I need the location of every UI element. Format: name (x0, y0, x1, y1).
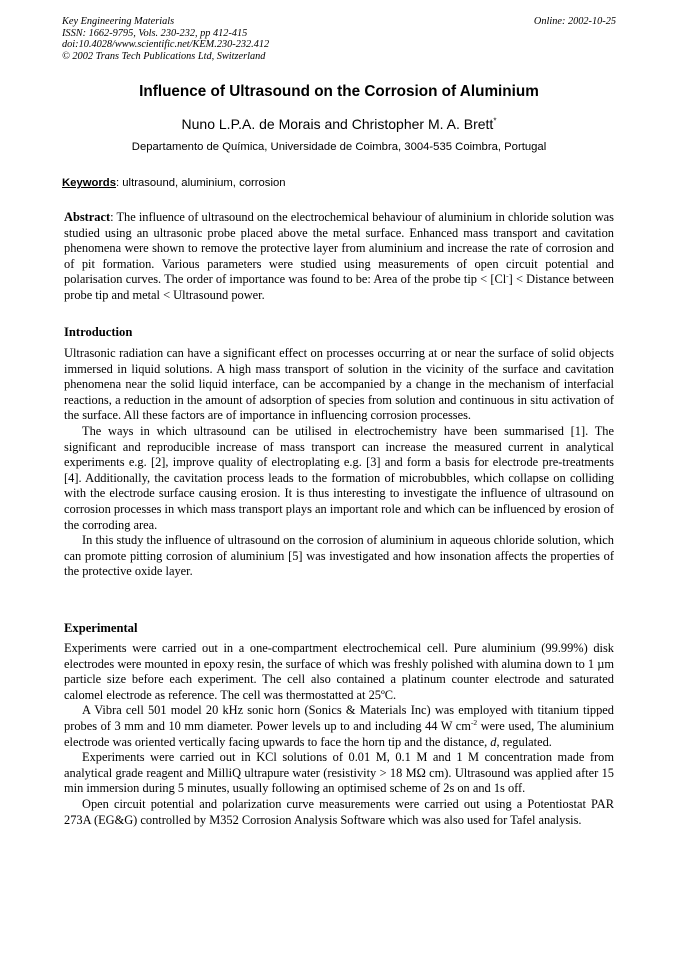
abstract (64, 210, 614, 304)
experimental-section (64, 641, 614, 828)
author-line (62, 115, 616, 133)
journal-header (62, 16, 616, 62)
authors: Nuno L.P.A. de Morais and Christopher M. A. Brett (181, 116, 494, 132)
online-date: Online: 2002-10-25 (533, 16, 616, 27)
keywords-line (62, 176, 616, 190)
exp-p2-var: d (490, 734, 497, 749)
exp-p2-b: were used, The aluminium electrode was oriented vertically facing upwards to face the horn tip and the distance, (64, 718, 614, 749)
copyright-line: © 2002 Trans Tech Publications Ltd, Switzerland (62, 50, 266, 62)
keywords-label: Keywords (62, 177, 116, 189)
corresponding-mark: * (493, 116, 497, 126)
paper-title: Influence of Ultrasound on the Corrosion of Aluminium (139, 83, 539, 100)
intro-paragraph-1: Ultrasonic radiation can have a significant effect on processes occurring at or near the surface of solid objects immersed in liquid solutions. A high mass transport of solution in the vicinity of the surface and cavitation phenomena near the solid liquid interface, can be accompanied by a change in the mechanism of interfacial reactions, a reduction in the amount of adsorption of species from solution and continuous in situ activation of the surface. All these factors are of importance in influencing corrosion processes. (64, 346, 614, 423)
abstract-text-a: : The influence of ultrasound on the electrochemical behaviour of aluminium in chloride solution was studied using an ultrasonic probe placed above the metal surface. Enhanced mass transport and cavitation phenomena were shown to remove the protective layer from aluminium and increase the rate of corrosion and of pit formation. Various parameters were studied using measurements of open circuit potential and polarisation curves. The order of importance was found to be: Area of the probe tip < [Cl (64, 210, 614, 287)
affiliation: Departamento de Química, Universidade de Coimbra, 3004-535 Coimbra, Portugal (131, 141, 547, 153)
intro-paragraph-2: The ways in which ultrasound can be utilised in electrochemistry have been summarised [1]. The significant and reproducible increase of mass transport can increase the measured current in analytical experiments e.g. [2], improve quality of electroplating e.g. [3] and form a basis for electrode pre-treatments [4]. Additionally, the cavitation process leads to the formation of microbubbles, which collapse on colliding with the electrode surface causing erosion. It is thus interesting to investigate the influence of ultrasound on corrosion processes in which mass transport plays an important role and which can be influenced by erosion of the corroding area. (64, 423, 614, 532)
exp-paragraph-2 (64, 703, 614, 750)
abstract-sup: - (506, 271, 509, 281)
experimental-heading: Experimental (64, 621, 138, 635)
exp-paragraph-1: Experiments were carried out in a one-compartment electrochemical cell. Pure aluminium (99.99%) disk electrodes were mounted in epoxy resin, the surface of which was freshly polished with alumina down to 1 µm particle size before each experiment. The cell also contained a platinum counter electrode and saturated calomel electrode as reference. The cell was thermostatted at 25ºC. (64, 641, 614, 702)
intro-paragraph-3: In this study the influence of ultrasound on the corrosion of aluminium in aqueous chloride solution, which can promote pitting corrosion of aluminium [5] was investigated and how insonation affects the properties of the protective oxide layer. (64, 533, 614, 579)
introduction-heading: Introduction (64, 325, 133, 339)
journal-name: Key Engineering Materials (62, 16, 175, 27)
abstract-label: Abstract (64, 210, 111, 224)
exp-p2-c: , regulated. (496, 734, 552, 749)
abstract-text-b: ] < Distance between probe tip and metal < Ultrasound power. (64, 272, 614, 302)
issn-line: ISSN: 1662-9795, Vols. 230-232, pp 412-415 (62, 27, 248, 39)
exp-paragraph-4: Open circuit potential and polarization curve measurements were carried out using a Potentiostat PAR 273A (EG&G) controlled by M352 Corrosion Analysis Software which was also used for Tafel analysis. (64, 796, 614, 827)
doi-line: doi:10.4028/www.scientific.net/KEM.230-232.412 (62, 39, 270, 51)
exp-p2-a: A Vibra cell 501 model 20 kHz sonic horn (Sonics & Materials Inc) was employed with titanium tipped probes of 3 mm and 10 mm diameter. Power levels up to and including 44 W cm (64, 703, 614, 733)
exp-paragraph-3: Experiments were carried out in KCl solutions of 0.01 M, 0.1 M and 1 M concentration made from analytical grade reagent and MilliQ ultrapure water (resistivity > 18 MΩ cm). Ultrasound was applied after 15 min immersion during 5 minutes, usually following an optimised scheme of 2s on and 1s off. (64, 750, 614, 796)
introduction-section (64, 346, 614, 580)
exp-p2-sup: -2 (470, 717, 478, 727)
keywords-text: : ultrasound, aluminium, corrosion (116, 177, 286, 189)
